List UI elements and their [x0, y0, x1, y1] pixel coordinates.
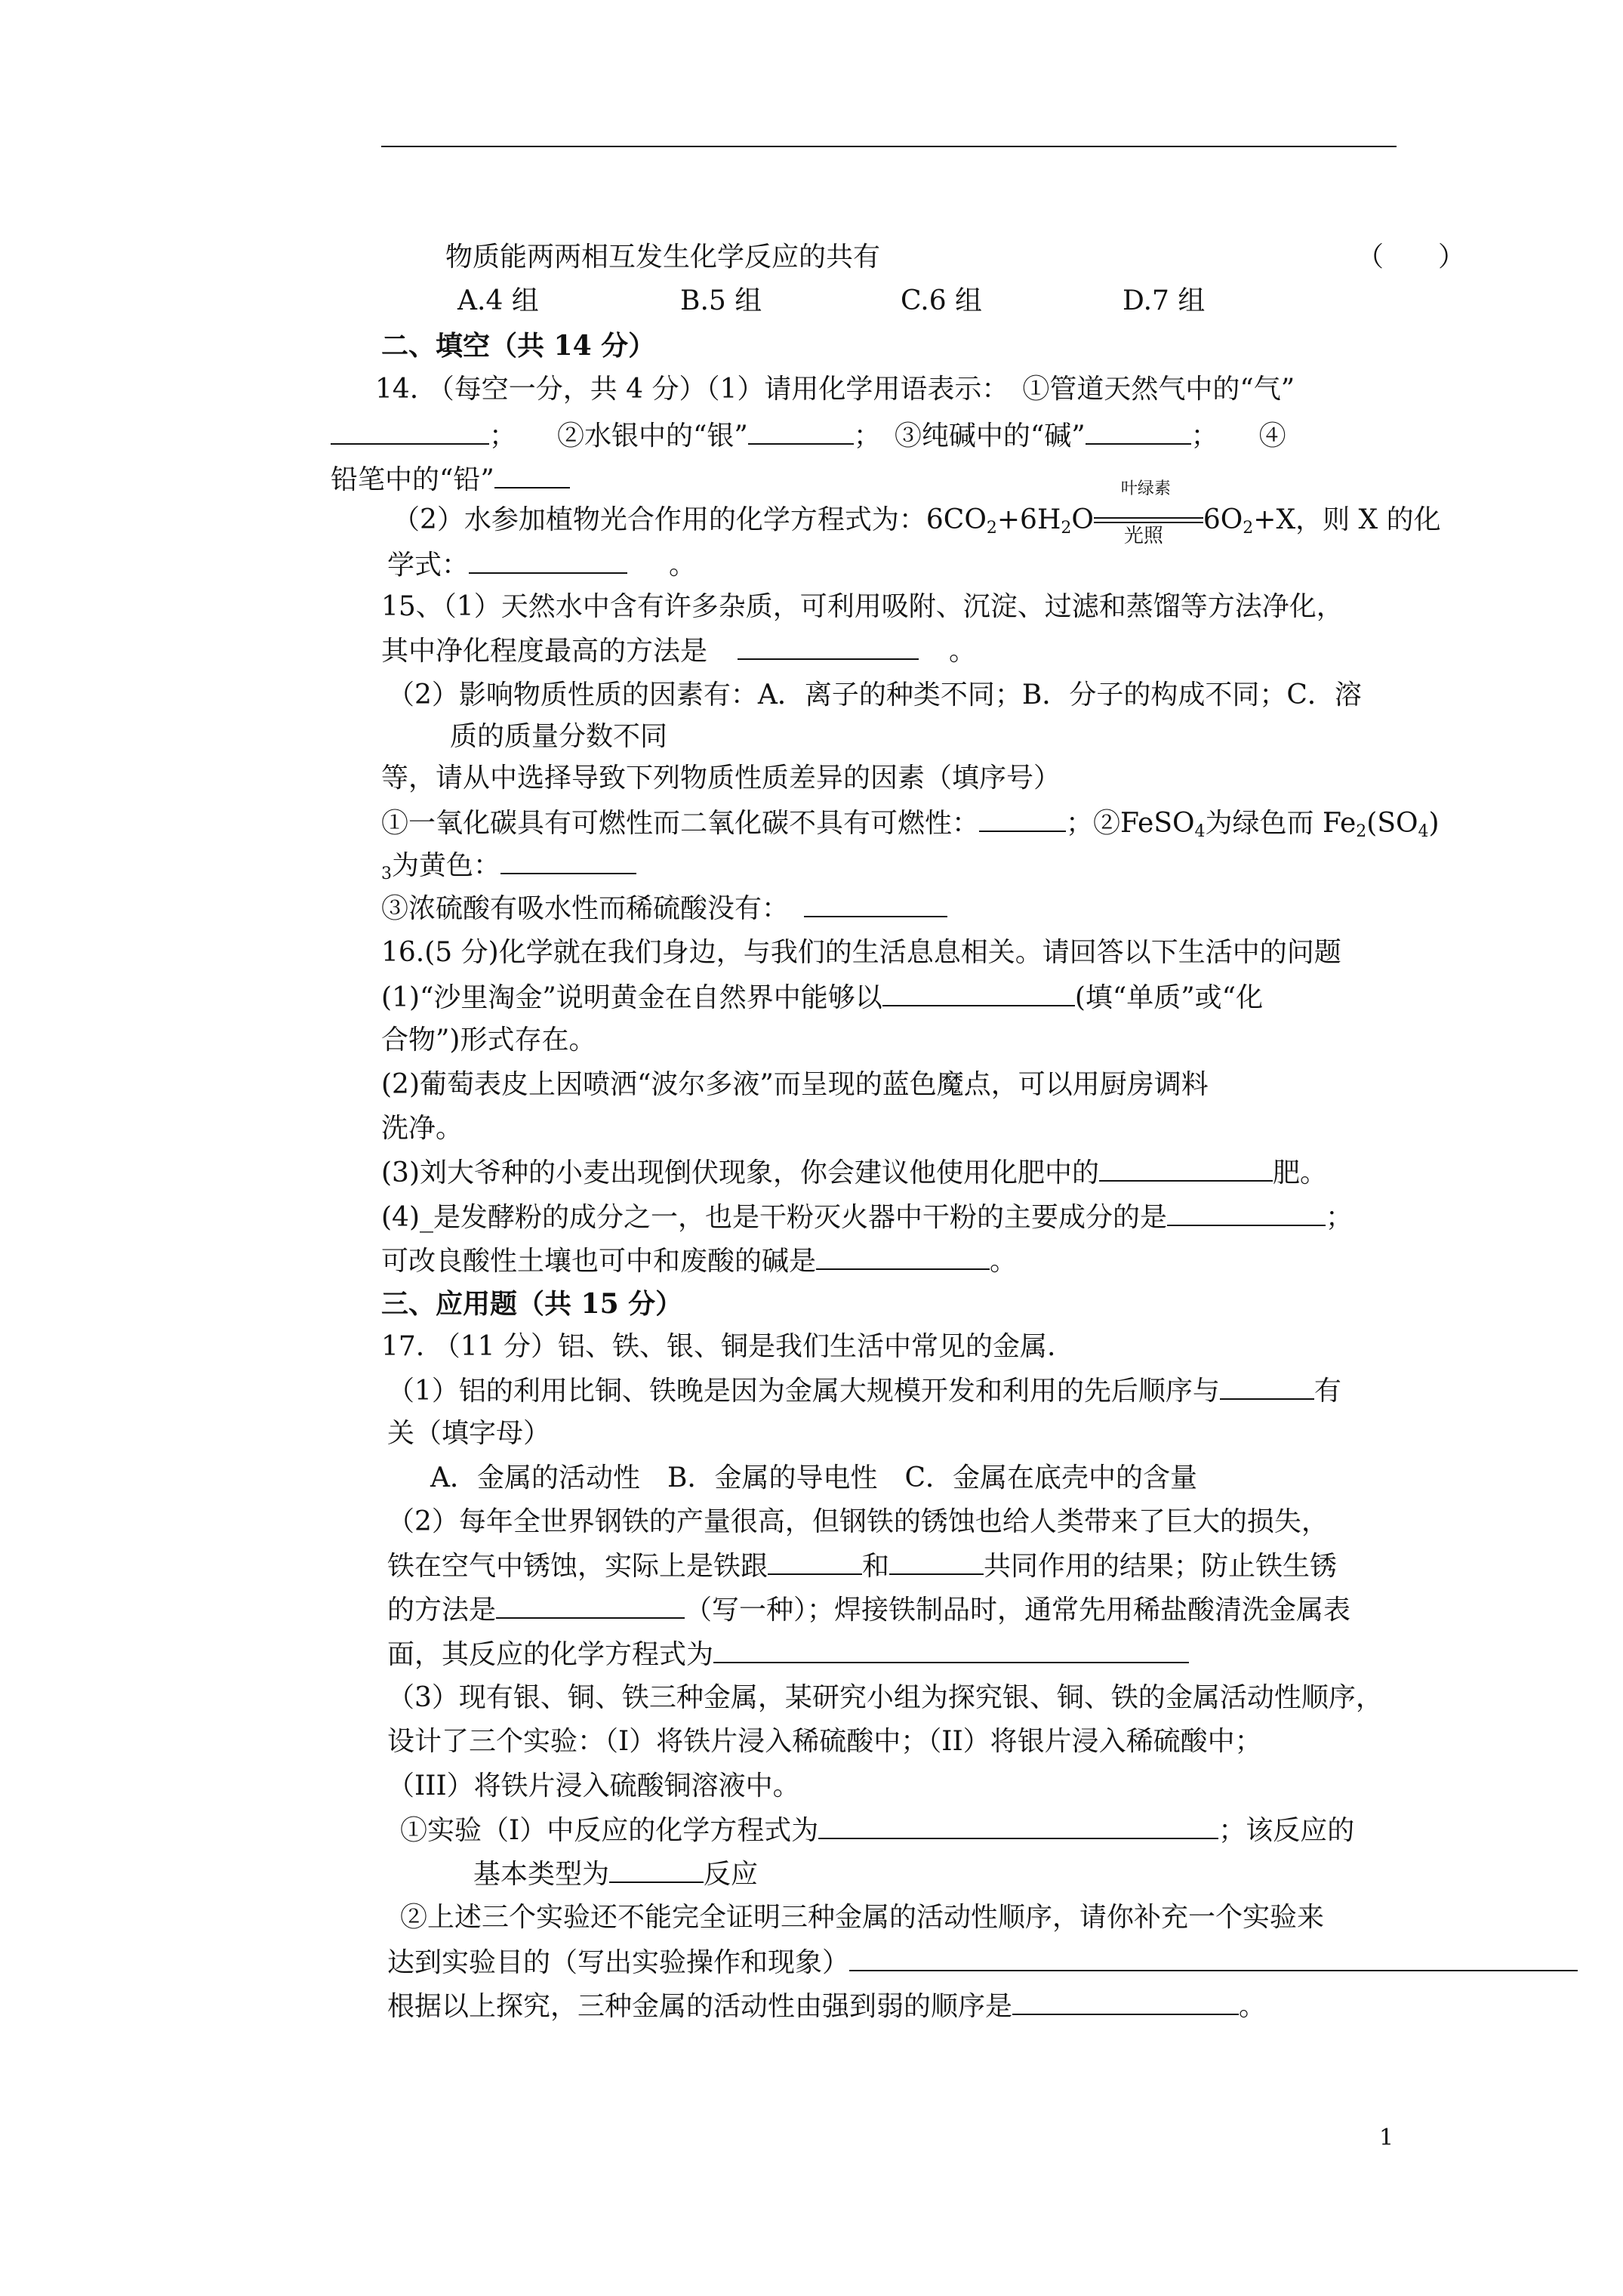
- section-3-title: 三、应用题（共 15 分）: [381, 1288, 683, 1320]
- q13-option-a: A.4 组: [457, 285, 539, 316]
- answer-blank-rust-prevention[interactable]: [496, 1592, 685, 1619]
- q17-line-9: （3）现有银、铜、铁三种金属，某研究小组为探究银、铜、铁的金属活动性顺序，: [387, 1682, 1383, 1713]
- reaction-arrow: 叶绿素 光照: [1094, 502, 1203, 538]
- q15-line-7: $_3$为黄色：: [381, 847, 636, 884]
- q15-line-6: ①一氧化碳具有可燃性而二氧化碳不具有可燃性： ；②FeSO$_4$为绿色而 $Fe_2(SO_4)$: [381, 805, 1440, 842]
- answer-blank-extra-experiment[interactable]: [849, 1944, 1578, 1971]
- q16-line-2: (1)“沙里淘金”说明黄金在自然界中能够以 (填“单质”或“化: [381, 979, 1263, 1016]
- answer-blank-gas[interactable]: [331, 418, 489, 445]
- q17-options: A．金属的活动性 B．金属的导电性 C．金属在底壳中的含量: [430, 1462, 1197, 1493]
- q17-line-3: 关（填字母）: [387, 1418, 551, 1449]
- answer-blank-baking-soda[interactable]: [1167, 1199, 1326, 1226]
- q17-line-2: （1）铝的利用比铜、铁晚是因为金属大规模开发和利用的先后顺序与 有: [387, 1373, 1341, 1410]
- q13-option-c: C.6 组: [901, 285, 983, 316]
- answer-blank-metal-order[interactable]: [1220, 1373, 1314, 1400]
- q17-line-11: （III）将铁片浸入硫酸铜溶液中。: [387, 1771, 800, 1801]
- q16-line-3: 合物”)形式存在。: [381, 1025, 596, 1056]
- section-2-title: 二、填空（共 14 分）: [381, 330, 656, 362]
- q16-line-6: (3)刘大爷种的小麦出现倒伏现象，你会建议他使用化肥中的 肥。: [381, 1154, 1327, 1191]
- q16-line-4: (2)葡萄表皮上因喷洒“波尔多液”而呈现的蓝色魔点，可以用厨房调料: [381, 1069, 1209, 1100]
- answer-blank-co-co2[interactable]: [979, 805, 1066, 832]
- q15-line-4: 质的质量分数不同: [450, 721, 668, 752]
- answer-blank-hcl-equation[interactable]: [713, 1636, 1189, 1663]
- q13-text: 物质能两两相互发生化学反应的共有: [445, 242, 881, 273]
- q14-line-3: 铅笔中的“铅”: [331, 461, 570, 498]
- q17-line-12: ①实验（I）中反应的化学方程式为 ；该反应的: [400, 1812, 1354, 1849]
- q17-line-13: 基本类型为 反应: [473, 1856, 758, 1893]
- q13-answer-paren: （ ）: [1357, 242, 1466, 273]
- header-rule: [381, 146, 1397, 147]
- answer-blank-gold-form[interactable]: [882, 979, 1075, 1006]
- answer-blank-silver[interactable]: [748, 418, 854, 445]
- q15-line-3: （2）影响物质性质的因素有：A．离子的种类不同；B．分子的构成不同；C．溶: [387, 680, 1362, 710]
- answer-blank-base[interactable]: [1086, 418, 1191, 445]
- chem-equation: $6CO_2+6H_2O$ 叶绿素 光照 $6O_2$: [925, 479, 1254, 547]
- q16-line-7: (4)_是发酵粉的成分之一，也是干粉灭火器中干粉的主要成分的是 ；: [381, 1199, 1353, 1236]
- q16-line-8: 可改良酸性土壤也可中和废酸的碱是 。: [381, 1243, 1017, 1280]
- q17-line-5: （2）每年全世界钢铁的产量很高，但钢铁的锈蚀也给人类带来了巨大的损失，: [387, 1506, 1329, 1537]
- q17-line-15: 达到实验目的（写出实验操作和现象）: [387, 1944, 1578, 1981]
- q14-part-2: （2）水参加植物光合作用的化学方程式为：$6CO_2+6H_2O$ 叶绿素 光照 $6O_2+X$，则 X 的化: [393, 479, 1441, 547]
- q15-line-1: 15、（1）天然水中含有许多杂质，可利用吸附、沉淀、过滤和蒸馏等方法净化，: [381, 591, 1344, 622]
- q17-line-8: 面，其反应的化学方程式为: [387, 1636, 1189, 1673]
- answer-blank-rust-factor-1[interactable]: [768, 1548, 862, 1575]
- q17-line-7: 的方法是 （写一种）；焊接铁制品时，通常先用稀盐酸清洗金属表: [387, 1592, 1350, 1629]
- page-number: 1: [1379, 2125, 1394, 2151]
- answer-blank-rust-factor-2[interactable]: [889, 1548, 984, 1575]
- q17-line-14: ②上述三个实验还不能完全证明三种金属的活动性顺序，请你补充一个实验来: [400, 1902, 1325, 1933]
- q13-option-b: B.5 组: [680, 285, 762, 316]
- q14-intro: 14. （每空一分，共 4 分）（1）请用化学用语表示： ①管道天然气中的“气”: [375, 374, 1295, 405]
- answer-blank-base-soil[interactable]: [816, 1243, 990, 1270]
- answer-blank-activity-order[interactable]: [1012, 1988, 1239, 2015]
- answer-blank-lead[interactable]: [494, 461, 570, 488]
- answer-blank-reaction-type[interactable]: [609, 1856, 704, 1883]
- q16-line-1: 16.(5 分)化学就在我们身边，与我们的生活息息相关。请回答以下生活中的问题: [381, 937, 1341, 968]
- q14-line-2: ； ②水银中的“银” ； ③纯碱中的“碱” ； ④: [331, 418, 1286, 455]
- q13-option-d: D.7 组: [1123, 285, 1206, 316]
- q17-line-6: 铁在空气中锈蚀，实际上是铁跟 和 共同作用的结果；防止铁生锈: [387, 1548, 1337, 1585]
- q15-line-8: ③浓硫酸有吸水性而稀硫酸没有：: [381, 890, 947, 927]
- answer-blank-purify[interactable]: [738, 633, 919, 660]
- q17-line-10: 设计了三个实验：（I）将铁片浸入稀硫酸中；（II）将银片浸入稀硫酸中；: [387, 1726, 1262, 1757]
- q16-line-5: 洗净。: [381, 1113, 463, 1144]
- q15-line-2: 其中净化程度最高的方法是 。: [381, 633, 976, 670]
- answer-blank-exp1-equation[interactable]: [818, 1812, 1218, 1839]
- answer-blank-x-formula[interactable]: [469, 547, 627, 574]
- q17-line-1: 17. （11 分）铝、铁、银、铜是我们生活中常见的金属.: [381, 1331, 1056, 1362]
- answer-blank-fertilizer[interactable]: [1099, 1154, 1273, 1182]
- q14-line-5: 学式： 。: [387, 547, 696, 584]
- answer-blank-iron-salt[interactable]: [500, 847, 636, 874]
- q15-line-5: 等，请从中选择导致下列物质性质差异的因素（填序号）: [381, 763, 1061, 794]
- q17-line-16: 根据以上探究，三种金属的活动性由强到弱的顺序是 。: [387, 1988, 1266, 2025]
- answer-blank-sulfuric[interactable]: [804, 890, 947, 917]
